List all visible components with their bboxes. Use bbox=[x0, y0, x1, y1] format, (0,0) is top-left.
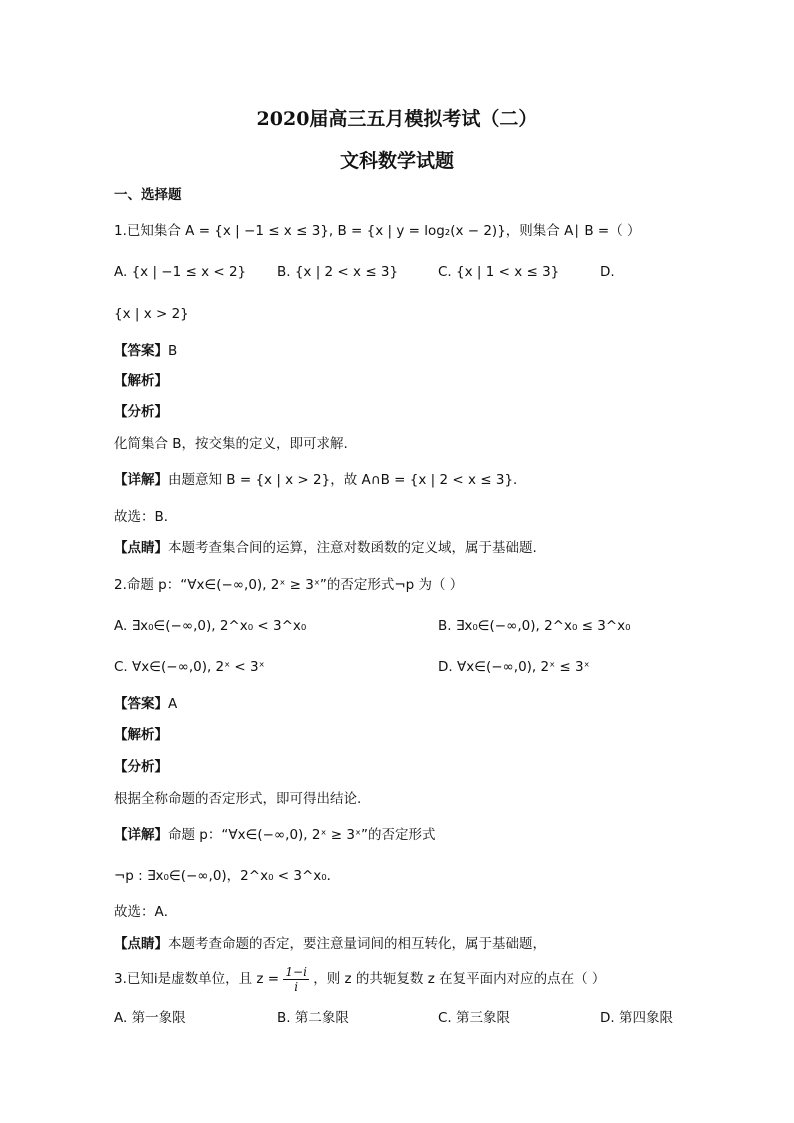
q3-fraction-denominator: i bbox=[294, 979, 299, 994]
q3-option-b: B. 第二象限 bbox=[277, 1010, 349, 1026]
q1-comment-line bbox=[114, 538, 537, 558]
q3-stem-line bbox=[114, 963, 605, 995]
section-heading: 一、选择题 bbox=[114, 187, 182, 203]
q2-option-a: A. ∃x₀∈(−∞,0), 2^x₀ < 3^x₀ bbox=[114, 618, 307, 634]
detail-tag: 【详解】 bbox=[114, 472, 168, 488]
q1-answer: B bbox=[168, 343, 178, 359]
page-title: 2020届高三五月模拟考试（二） bbox=[256, 108, 538, 130]
q2-comment: 本题考查命题的否定，要注意量词间的相互转化，属于基础题， bbox=[168, 936, 546, 952]
q2-jiexi-tag: 【解析】 bbox=[114, 727, 168, 743]
q1-option-c: C. {x | 1 < x ≤ 3} bbox=[438, 264, 560, 280]
q3-fraction-numerator: 1−i bbox=[285, 964, 307, 979]
q1-detail: 由题意知 B = {x | x > 2}，故 A∩B = {x | 2 < x ≤ 3}． bbox=[168, 472, 527, 488]
q1-jiexi-tag: 【解析】 bbox=[114, 373, 168, 389]
detail-tag: 【详解】 bbox=[114, 827, 168, 843]
q1-comment: 本题考查集合间的运算，注意对数函数的定义域，属于基础题. bbox=[168, 540, 537, 556]
q3-stem-post: ，则 z 的共轭复数 z 在复平面内对应的点在（ ） bbox=[313, 971, 606, 987]
q2-comment-line bbox=[114, 934, 546, 954]
q1-choose: 故选：B． bbox=[114, 509, 178, 525]
q3-stem-pre: 3.已知i是虚数单位，且 z = bbox=[114, 971, 280, 987]
q2-fenxi-tag: 【分析】 bbox=[114, 759, 168, 775]
q2-detail-line bbox=[114, 825, 435, 845]
q1-option-d-continued: {x | x > 2} bbox=[114, 306, 189, 322]
q3-fraction bbox=[283, 965, 309, 994]
comment-tag: 【点睛】 bbox=[114, 936, 168, 952]
answer-tag: 【答案】 bbox=[114, 343, 168, 359]
q3-option-a: A. 第一象限 bbox=[114, 1010, 186, 1026]
q2-option-d: D. ∀x∈(−∞,0), 2ˣ ≤ 3ˣ bbox=[438, 659, 590, 675]
q1-option-d: D. bbox=[600, 264, 615, 280]
q2-answer: A bbox=[168, 696, 178, 712]
q2-choose: 故选：A． bbox=[114, 904, 178, 920]
q2-detail: 命题 p：“∀x∈(−∞,0), 2ˣ ≥ 3ˣ”的否定形式 bbox=[168, 827, 436, 843]
q1-fenxi: 化简集合 B，按交集的定义，即可求解. bbox=[114, 436, 348, 452]
q1-stem: 1.已知集合 A = {x | −1 ≤ x ≤ 3}, B = {x | y = log₂(x − 2)}，则集合 A∣ B =（ ） bbox=[114, 223, 641, 239]
q2-option-b: B. ∃x₀∈(−∞,0), 2^x₀ ≤ 3^x₀ bbox=[438, 618, 631, 634]
q1-option-a: A. {x | −1 ≤ x < 2} bbox=[114, 264, 247, 280]
q2-stem: 2.命题 p：“∀x∈(−∞,0), 2ˣ ≥ 3ˣ”的否定形式¬p 为（ ） bbox=[114, 577, 464, 593]
q2-option-c: C. ∀x∈(−∞,0), 2ˣ < 3ˣ bbox=[114, 659, 265, 675]
q2-fenxi: 根据全称命题的否定形式，即可得出结论. bbox=[114, 791, 362, 807]
q2-detail-2: ¬p : ∃x₀∈(−∞,0)，2^x₀ < 3^x₀． bbox=[114, 868, 341, 884]
page-subtitle: 文科数学试题 bbox=[339, 150, 454, 172]
comment-tag: 【点睛】 bbox=[114, 540, 168, 556]
q2-answer-line bbox=[114, 694, 177, 714]
q1-answer-line bbox=[114, 341, 177, 361]
q1-option-b: B. {x | 2 < x ≤ 3} bbox=[277, 264, 399, 280]
answer-tag: 【答案】 bbox=[114, 696, 168, 712]
q1-detail-line bbox=[114, 470, 527, 490]
q1-fenxi-tag: 【分析】 bbox=[114, 404, 168, 420]
q3-option-c: C. 第三象限 bbox=[438, 1010, 511, 1026]
q3-option-d: D. 第四象限 bbox=[600, 1010, 673, 1026]
